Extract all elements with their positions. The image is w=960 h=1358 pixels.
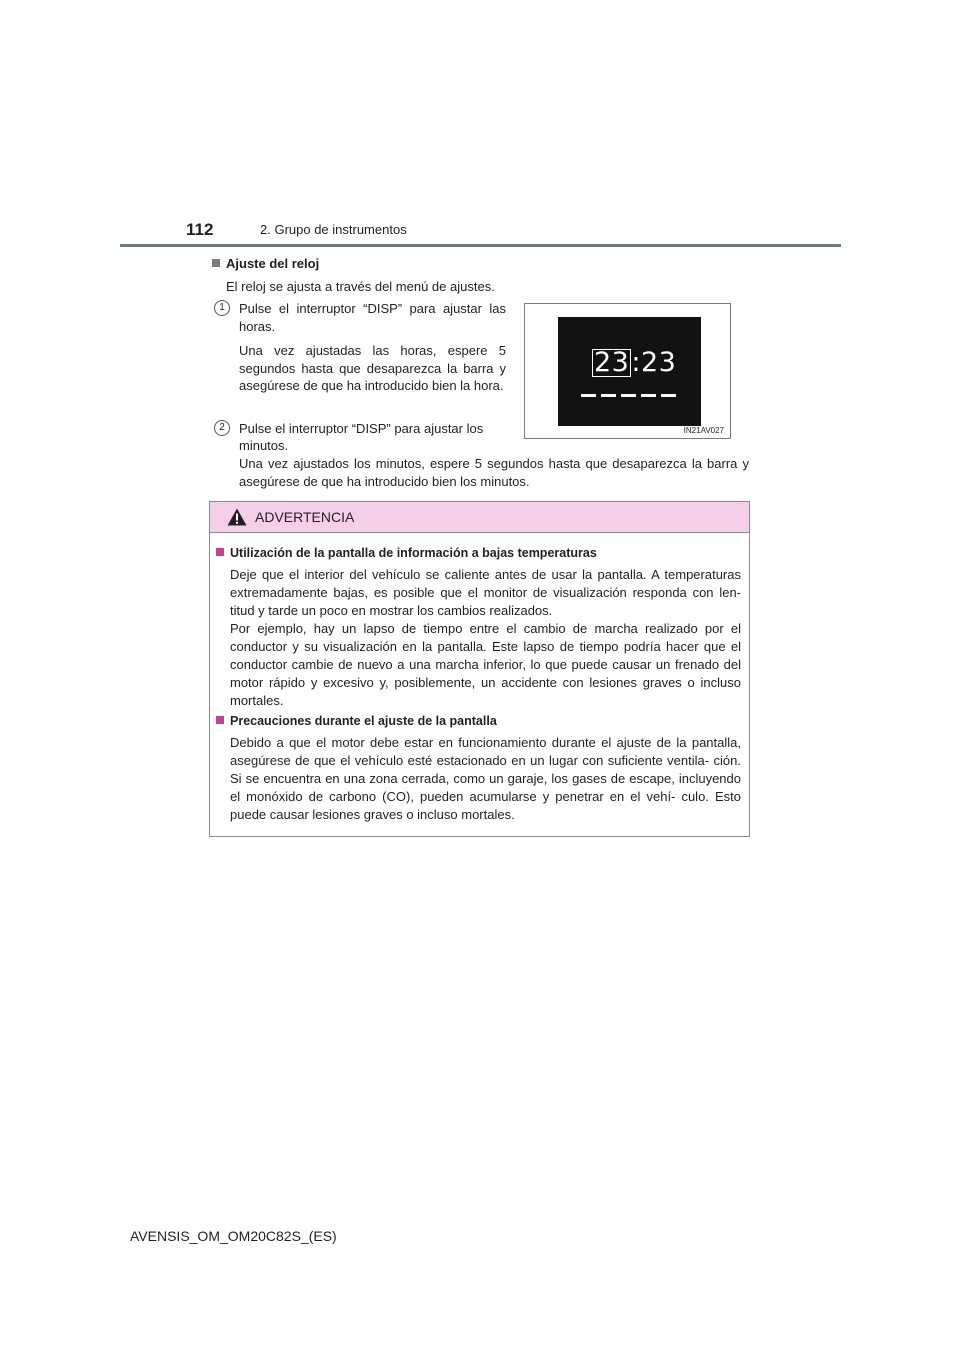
figure-code: IN21AV027 bbox=[683, 426, 724, 435]
footer-doc-code: AVENSIS_OM_OM20C82S_(ES) bbox=[130, 1228, 337, 1244]
clock-minutes: 23 bbox=[640, 347, 677, 378]
clock-display-figure bbox=[524, 303, 731, 439]
step-2-note: Una vez ajustados los minutos, espere 5 segundos hasta que desaparezca la barra y asegúrese de que ha introducido bien los minutos. bbox=[239, 456, 749, 489]
clock-intro-text: El reloj se ajusta a través del menú de ajustes. bbox=[226, 279, 495, 294]
pink-square-bullet-icon bbox=[216, 548, 224, 556]
warning-header bbox=[210, 502, 749, 533]
section-title: 2. Grupo de instrumentos bbox=[260, 222, 407, 237]
clock-readout bbox=[592, 349, 676, 377]
warning-item-1-paragraph-2: Por ejemplo, hay un lapso de tiempo entre el cambio de marcha realizado por el conductor y su visualización en la pantalla. Este lapso de tiempo podría hacer que el conductor cambie de nuevo a una marcha inferior, lo que puede causar un frenado del motor rápido y excesivo y, posiblemente, un accidente con lesiones graves o incluso mortales. bbox=[230, 621, 741, 708]
clock-section-heading bbox=[212, 256, 319, 272]
warning-title: ADVERTENCIA bbox=[255, 509, 355, 525]
warning-item-2-heading-text: Precauciones durante el ajuste de la pantalla bbox=[230, 714, 497, 728]
warning-item-2-heading bbox=[216, 713, 741, 729]
clock-hours: 23 bbox=[594, 347, 630, 378]
display-screen bbox=[558, 317, 701, 426]
pink-square-bullet-icon bbox=[216, 716, 224, 724]
clock-heading-text: Ajuste del reloj bbox=[226, 256, 320, 271]
warning-box bbox=[209, 501, 750, 837]
bar-dash bbox=[621, 394, 636, 397]
clock-separator: : bbox=[631, 347, 641, 378]
warning-item-1-heading bbox=[216, 545, 741, 561]
bar-dash bbox=[601, 394, 616, 397]
step-1-circle-icon: 1 bbox=[214, 300, 230, 316]
warning-triangle-icon bbox=[227, 508, 247, 526]
warning-item-2-paragraph-1: Debido a que el motor debe estar en funcionamiento durante el ajuste de la pantalla, asegúrese de que el vehículo esté estacionado en un lugar con suficiente ventila- ción. Si se encuentra en una zona cerrada, como un garaje, los gases de escape, incluyendo el monóxido de carbono (CO), pueden acumularse y penetrar en el vehí- culo. Esto puede causar lesiones graves o incluso mortales. bbox=[230, 735, 741, 822]
step-2-text-line1: Pulse el interruptor “DISP” para ajustar los bbox=[239, 421, 484, 436]
bar-dash bbox=[661, 394, 676, 397]
bar-dash bbox=[581, 394, 596, 397]
square-bullet-icon bbox=[212, 259, 220, 267]
step-2-circle-icon: 2 bbox=[214, 420, 230, 436]
step-1-note: Una vez ajustadas las horas, espere 5 segundos hasta que desaparezca la barra y asegúrese de que ha introducido bien la hora. bbox=[239, 343, 506, 393]
warning-item-1-paragraph-1: Deje que el interior del vehículo se caliente antes de usar la pantalla. A temperaturas extremadamente bajas, es posible que el monitor de visualización responda con len- titud y tarde un poco en mostrar los cambios realizados. bbox=[230, 567, 741, 618]
warning-item-1-heading-text: Utilización de la pantalla de información a bajas temperaturas bbox=[230, 546, 597, 560]
header-rule bbox=[120, 244, 841, 247]
page-number: 112 bbox=[186, 220, 214, 239]
progress-bar-dashes bbox=[581, 394, 677, 398]
step-2-text-line2: minutos. bbox=[239, 438, 289, 453]
step-1-text: Pulse el interruptor “DISP” para ajustar las horas. bbox=[239, 301, 506, 334]
bar-dash bbox=[641, 394, 656, 397]
